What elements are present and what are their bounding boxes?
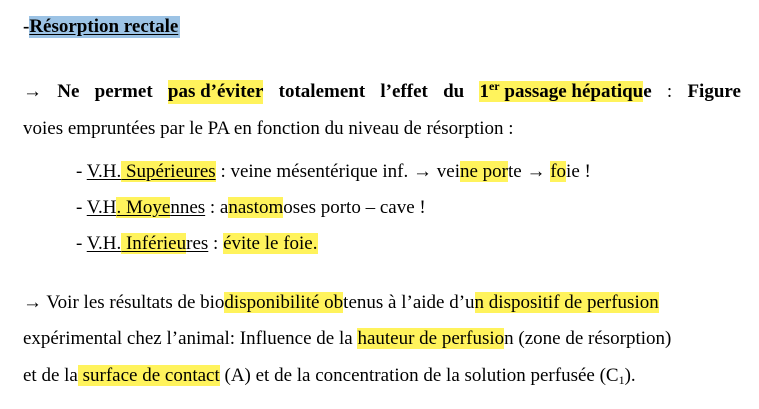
colon: : <box>666 81 673 102</box>
paragraph2-line2: expérimental chez l’animal: Influence de la hauteur de perfusion (zone de résorption) <box>23 328 672 349</box>
paragraph2-line3: et de la surface de contact (A) et de la concentration de la solution perfusée $(C_1)$. <box>23 365 636 387</box>
word: l’effet <box>380 81 428 102</box>
list-item-abbr: V.H. <box>86 161 122 182</box>
list-item-highlight: . Moye <box>116 197 171 218</box>
list-item-abbr: V.H <box>86 197 117 218</box>
heading-title: Résorption rectale <box>29 16 179 37</box>
list-item: - V.H. Supérieures : veine mésentérique inf. → veine porte → foie ! <box>76 161 591 182</box>
list-item: - V.H. Moyennes : anastomoses porto – cave ! <box>76 197 426 218</box>
paragraph2-line1: → Voir les résultats de biodisponibilité obtenus à l’aide d’un dispositif de perfusion <box>23 292 659 313</box>
paragraph1-line1 <box>23 80 741 104</box>
list-item: - V.H. Inférieures : évite le foie. <box>76 233 318 254</box>
word: totalement <box>278 81 366 102</box>
arrow-icon: → <box>23 81 42 102</box>
word-figure: Figure <box>687 81 741 102</box>
section-heading <box>23 15 180 39</box>
list-item-highlight: Inférieu <box>121 233 187 254</box>
word: du <box>443 81 465 102</box>
word: Ne <box>57 81 80 102</box>
heading-dash: - <box>23 16 30 37</box>
highlight-premier-passage: 1er passage hépatique <box>479 79 652 102</box>
highlight-pas-eviter: pas d’éviter <box>167 81 264 102</box>
paragraph1-line2: voies empruntées par le PA en fonction du niveau de résorption : <box>23 118 514 139</box>
list-item-abbr: V.H. <box>86 233 122 254</box>
list-item-highlight: Supérieures <box>121 161 216 182</box>
word: permet <box>94 81 153 102</box>
